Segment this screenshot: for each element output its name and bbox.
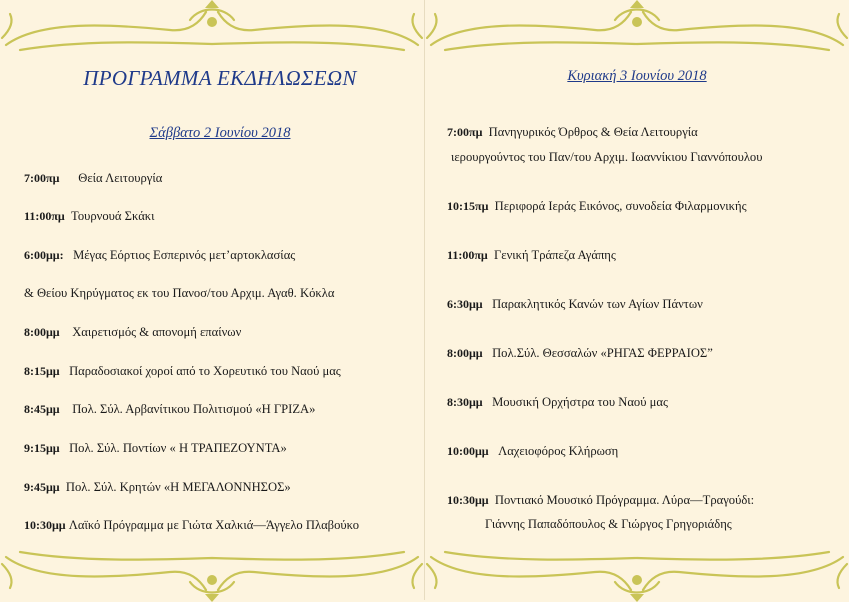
event-text: Χαιρετισμός & απονομή επαίνων <box>72 325 242 339</box>
event-time: 10:15πμ <box>447 199 489 213</box>
event-text: Πολ. Σύλ. Κρητών «Η ΜΕΓΑΛΟΝΝΗΣΟΣ» <box>65 480 291 494</box>
event-text: Λαχειοφόρος Κλήρωση <box>498 444 619 458</box>
event-text: Θεία Λειτουργία <box>78 171 163 185</box>
page-title: ΠΡΟΓΡΑΜΜΑ ΕΚΔΗΛΩΣΕΩΝ <box>83 66 357 90</box>
event-item <box>447 199 747 214</box>
event-time: 10:30μμ <box>24 518 66 532</box>
event-text: Παραδοσιακοί χοροί από το Χορευτικό του Ναού μας <box>69 364 341 378</box>
event-text: & Θείου Κηρύγματος εκ του Πανοσ/του Αρχιμ. Αγαθ. Κόκλα <box>24 286 335 300</box>
event-item <box>447 125 698 140</box>
event-text: Περιφορά Ιεράς Εικόνος, συνοδεία Φιλαρμονικής <box>494 199 747 213</box>
event-text: Πολ.Σύλ. Θεσσαλών «ΡΗΓΑΣ ΦΕΡΡΑΙΟΣ” <box>492 346 713 360</box>
event-item <box>24 325 241 340</box>
event-text: Μέγας Εόρτιος Εσπερινός μετ’αρτοκλασίας <box>73 248 296 262</box>
event-item <box>447 248 616 263</box>
event-item <box>24 518 359 533</box>
event-item <box>447 444 618 459</box>
event-item <box>24 286 334 301</box>
event-text: Πολ. Σύλ. Ποντίων « Η ΤΡΑΠΕΖΟΥΝΤΑ» <box>69 441 287 455</box>
event-item <box>447 395 668 410</box>
event-time: 9:45μμ <box>24 480 60 494</box>
event-text: Λαϊκό Πρόγραμμα με Γιώτα Χαλκιά—Άγγελο Πλαβούκο <box>68 518 359 532</box>
event-item <box>24 441 287 456</box>
event-text: Τουρνουά Σκάκι <box>71 209 155 223</box>
event-text: Μουσική Ορχήστρα του Ναού μας <box>492 395 668 409</box>
event-item <box>447 297 703 312</box>
event-text: Γενική Τράπεζα Αγάπης <box>494 248 616 262</box>
event-time: 7:00πμ <box>447 125 483 139</box>
event-time: 6:30μμ <box>447 297 483 311</box>
event-time: 7:00πμ <box>24 171 60 185</box>
event-item <box>24 402 315 417</box>
event-item <box>24 171 162 186</box>
event-text: Πανηγυρικός Όρθρος & Θεία Λειτουργία <box>488 125 698 139</box>
event-text: Ποντιακό Μουσικό Πρόγραμμα. Λύρα—Τραγούδι: <box>494 493 755 507</box>
event-item <box>24 364 341 379</box>
event-time: 8:00μμ <box>447 346 483 360</box>
event-item <box>447 346 713 361</box>
event-item <box>24 248 295 263</box>
event-time: 8:45μμ <box>24 402 60 416</box>
event-item <box>24 480 291 495</box>
event-time: 10:00μμ <box>447 444 489 458</box>
event-time: 11:00πμ <box>447 248 488 262</box>
event-item <box>447 493 754 508</box>
event-text: Παρακλητικός Κανών των Αγίων Πάντων <box>492 297 703 311</box>
event-continuation: ιερουργούντος του Παν/του Αρχιμ. Ιωαννίκιου Γιαννόπουλου <box>451 150 763 164</box>
event-time: 9:15μμ <box>24 441 60 455</box>
event-time: 8:15μμ <box>24 364 60 378</box>
saturday-date: Σάββατο 2 Ιουνίου 2018 <box>149 125 291 141</box>
event-time: 8:30μμ <box>447 395 483 409</box>
event-time: 11:00πμ <box>24 209 65 223</box>
event-time: 6:00μμ: <box>24 248 64 262</box>
event-text: Πολ. Σύλ. Αρβανίτικου Πολιτισμού «Η ΓΡΙΖΑ» <box>72 402 316 416</box>
sunday-date: Κυριακή 3 Ιουνίου 2018 <box>567 68 707 84</box>
event-time: 8:00μμ <box>24 325 60 339</box>
event-continuation: Γιάννης Παπαδόπουλος & Γιώργος Γρηγοριάδης <box>485 517 732 531</box>
event-time: 10:30μμ <box>447 493 489 507</box>
event-item <box>24 209 155 224</box>
